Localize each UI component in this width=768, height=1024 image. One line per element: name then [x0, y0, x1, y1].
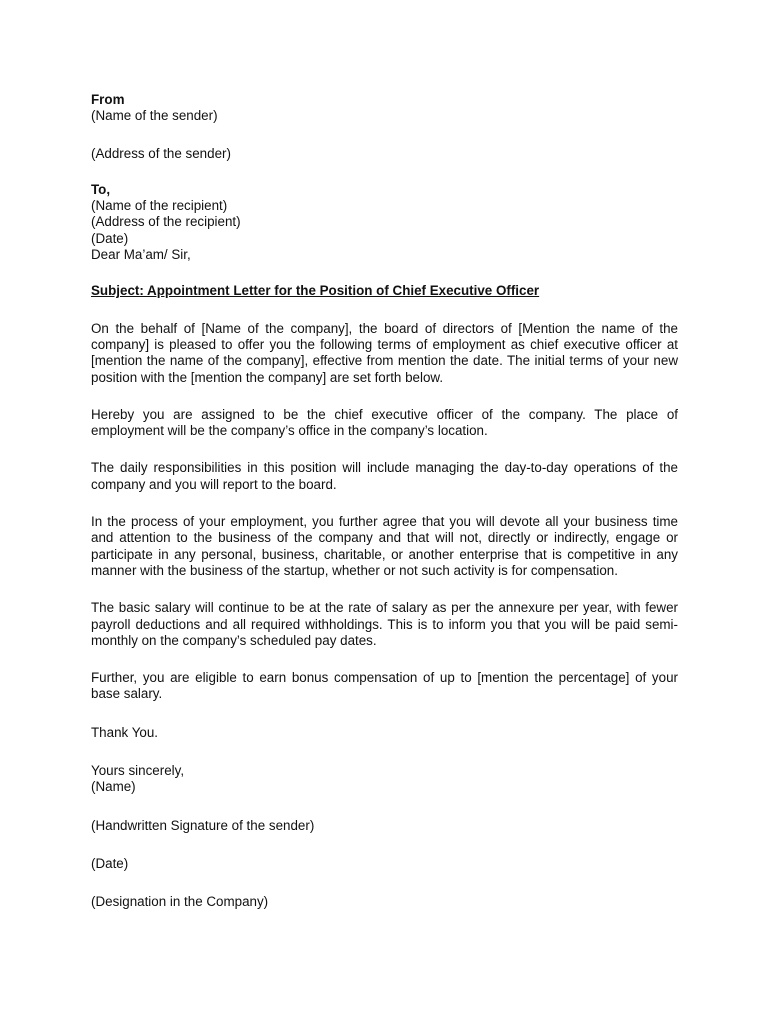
sender-address: (Address of the sender) — [91, 145, 231, 161]
sender-name: (Name of the sender) — [91, 108, 218, 124]
sign-off: Yours sincerely, — [91, 763, 185, 779]
letter-body — [91, 321, 678, 703]
recipient-block — [91, 182, 678, 263]
sender-block — [91, 92, 678, 162]
recipient-address: (Address of the recipient) — [91, 214, 241, 230]
subject-line: Subject: Appointment Letter for the Position of Chief Executive Officer — [91, 283, 540, 299]
signature-placeholder: (Handwritten Signature of the sender) — [91, 817, 315, 833]
letter-page — [91, 92, 678, 911]
thanks-line: Thank You. — [91, 724, 159, 740]
body-paragraph: The basic salary will continue to be at the rate of salary as per the annexure per year, with fewer payroll deductions and all required withholdings. This is to inform you that you will be paid semi-monthly on the company’s scheduled pay dates. — [91, 600, 678, 648]
signer-name: (Name) — [91, 779, 136, 795]
designation: (Designation in the Company) — [91, 894, 269, 910]
recipient-heading: To, — [91, 181, 111, 197]
closing-block — [91, 725, 678, 911]
body-paragraph: On the behalf of [Name of the company], the board of directors of [Mention the name of the company] is pleased to offer you the following terms of employment as chief executive officer at [mention the name of the company], effective from mention the date. The initial terms of your new position with the [mention the company] are set forth below. — [91, 320, 678, 385]
sender-heading: From — [91, 92, 125, 107]
salutation: Dear Ma’am/ Sir, — [91, 247, 191, 263]
recipient-name: (Name of the recipient) — [91, 198, 228, 214]
body-paragraph: Hereby you are assigned to be the chief executive officer of the company. The place of employment will be the company’s office in the company’s location. — [91, 406, 678, 439]
body-paragraph: Further, you are eligible to earn bonus compensation of up to [mention the percentage] of your base salary. — [91, 670, 678, 702]
body-paragraph: In the process of your employment, you further agree that you will devote all your business time and attention to the business of the company and that will not, directly or indirectly, engage or participate in any personal, business, charitable, or another enterprise that is competitive in any manner with the business of the startup, whether or not such activity is for compensation. — [91, 514, 678, 578]
recipient-date: (Date) — [91, 230, 129, 246]
body-paragraph: The daily responsibilities in this position will include managing the day-to-day operations of the company and you will report to the board. — [91, 460, 678, 492]
closing-date: (Date) — [91, 855, 129, 871]
